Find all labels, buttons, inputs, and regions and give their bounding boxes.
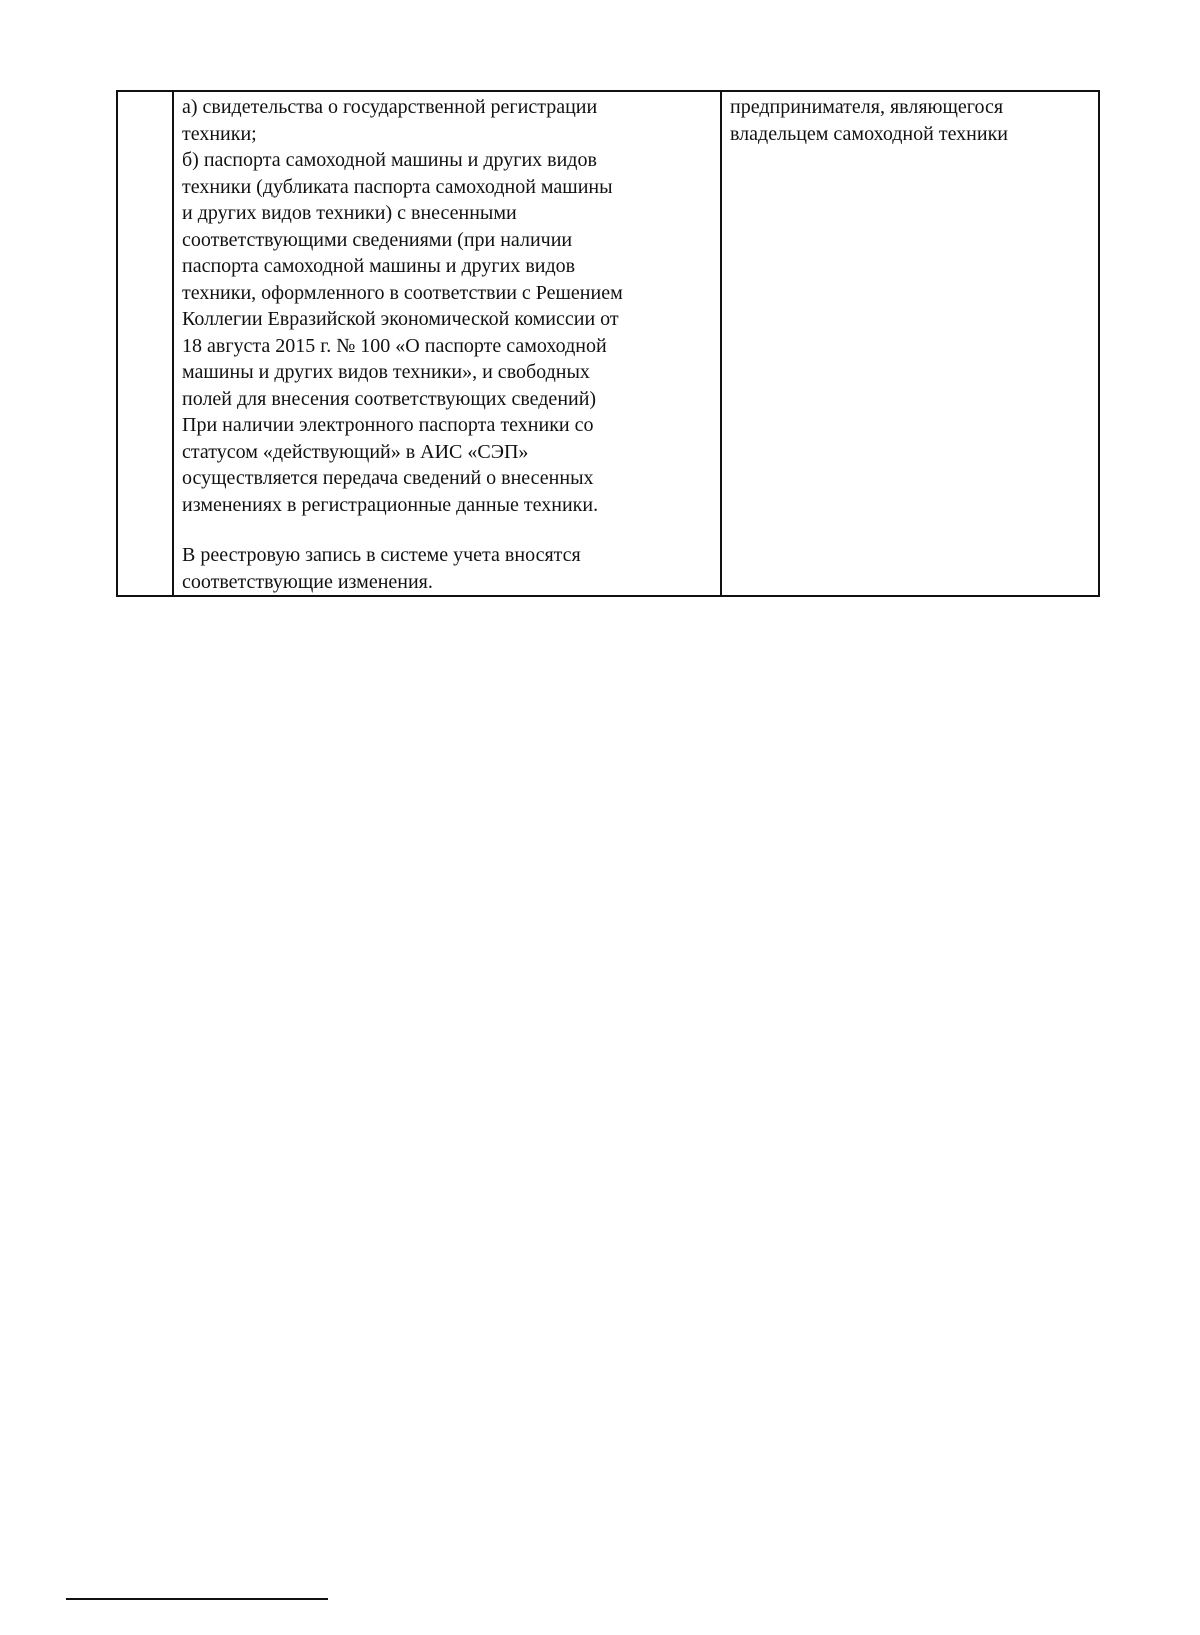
text-line: соответствующие изменения. (182, 570, 433, 593)
text-line: техники; (182, 122, 257, 145)
requirements-paragraph (182, 94, 712, 518)
text-line: владельцем самоходной техники (730, 122, 1009, 145)
text-line: В реестровую запись в системе учета вносятся (182, 544, 581, 566)
text-line: паспорта самоходной машины и других видов (182, 255, 576, 277)
footnote-separator (66, 1598, 328, 1600)
requirements-table (116, 90, 1100, 597)
document-requirements-cell (173, 91, 721, 596)
table-row (117, 91, 1099, 596)
row-number-cell (117, 91, 173, 596)
text-line: предпринимателя, являющегося (730, 96, 1004, 118)
text-line: техники, оформленного в соответствии с Решением (182, 281, 623, 304)
text-line: статусом «действующий» в АИС «СЭП» (182, 440, 529, 463)
text-line: машины и других видов техники», и свободных (182, 361, 590, 383)
text-line: изменениях в регистрационные данные техники. (182, 493, 599, 516)
text-line: и других видов техники) с внесенными (182, 202, 517, 224)
text-line: б) паспорта самоходной машины и других видов (182, 149, 597, 171)
applicant-cell (721, 91, 1099, 596)
text-line: осуществляется передача сведений о внесенных (182, 467, 594, 489)
text-line: полей для внесения соответствующих сведений) (182, 387, 597, 410)
text-line: техники (дубликата паспорта самоходной машины (182, 175, 613, 198)
text-line: Коллегии Евразийской экономической комиссии от (182, 308, 619, 330)
text-line: соответствующими сведениями (при наличии (182, 228, 573, 251)
text-line: а) свидетельства о государственной регистрации (182, 96, 598, 118)
text-line: 18 августа 2015 г. № 100 «О паспорте самоходной (182, 334, 607, 357)
registry-note-paragraph (182, 542, 712, 595)
text-line: При наличии электронного паспорта техники со (182, 414, 594, 436)
